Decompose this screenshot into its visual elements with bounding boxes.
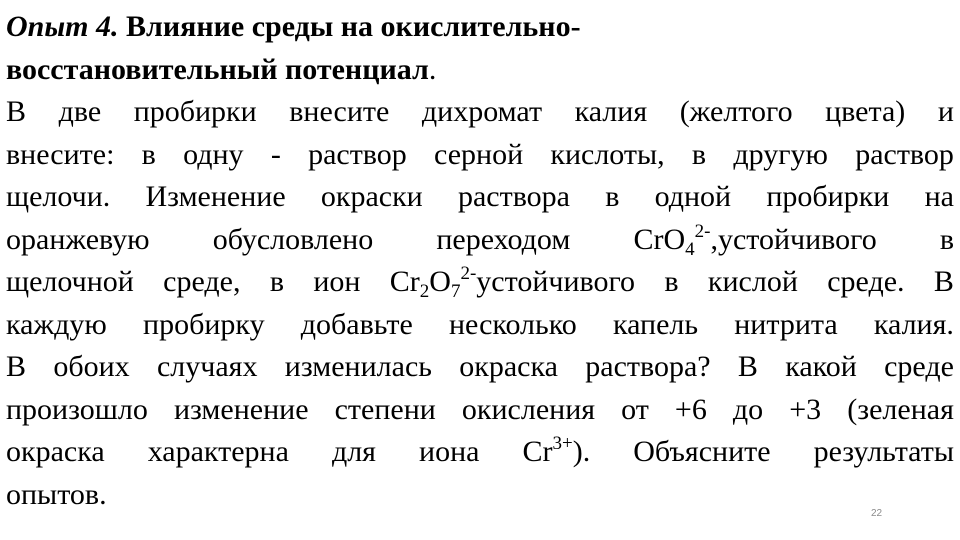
- word: обусловлено: [212, 222, 374, 256]
- word: от: [621, 392, 649, 426]
- word: произошло: [6, 392, 148, 426]
- word: раствор: [855, 137, 954, 171]
- word: (зеленая: [847, 392, 954, 426]
- word: пробирки: [133, 95, 257, 128]
- word: случаях: [156, 350, 258, 383]
- word: две: [58, 95, 102, 128]
- word: переходом: [436, 222, 571, 256]
- word: добавьте: [300, 307, 413, 341]
- word: в: [664, 265, 679, 298]
- word: окисления: [461, 392, 596, 426]
- word: для: [331, 435, 376, 468]
- body-line-7: [6, 346, 954, 389]
- word: -: [270, 137, 281, 171]
- formula-charge: 3+: [552, 433, 573, 454]
- title-period: .: [428, 52, 437, 86]
- title-line-1: [6, 6, 954, 49]
- formula-charge: 2-: [694, 220, 711, 242]
- body-line-2: [6, 134, 954, 177]
- word: до: [732, 392, 764, 426]
- experiment-text: [6, 6, 954, 516]
- word: В: [737, 350, 758, 383]
- word: среде: [884, 350, 954, 383]
- title-line-2: [6, 49, 954, 92]
- word: Изменение: [145, 180, 286, 213]
- body-line-10: [6, 474, 954, 517]
- word: калия.: [873, 307, 954, 341]
- word: одной: [654, 180, 732, 213]
- body-line-9: [6, 431, 954, 474]
- word: ,устойчивого: [710, 222, 877, 256]
- word: раствор: [308, 137, 407, 171]
- body-line-4: [6, 219, 954, 262]
- chromate-ion-formula: [633, 219, 876, 262]
- word: одну: [183, 137, 244, 171]
- word: капель: [612, 307, 699, 341]
- body-line-6: [6, 304, 954, 347]
- page-number: 22: [871, 508, 883, 519]
- word: среде.: [827, 265, 905, 298]
- word: среде,: [163, 265, 241, 298]
- word: степени: [334, 392, 436, 426]
- body-line-5: [6, 261, 954, 304]
- word: +6: [674, 392, 707, 426]
- word: Объясните: [633, 435, 771, 468]
- word: в: [269, 265, 284, 298]
- experiment-label: Опыт 4.: [6, 10, 119, 43]
- word: характерна: [147, 435, 289, 468]
- word: кислоты,: [550, 137, 665, 171]
- word: В: [933, 265, 954, 298]
- formula-base: Cr: [522, 435, 553, 468]
- dichromate-ion-formula: [390, 261, 635, 304]
- word: и: [937, 95, 954, 128]
- word: на: [924, 180, 954, 213]
- word: внесите: [289, 95, 390, 128]
- body-line-1: [6, 91, 954, 134]
- word: +3: [789, 392, 822, 426]
- word: окраски: [320, 180, 423, 213]
- formula-subscript: 4: [685, 238, 695, 260]
- word: пробирки: [766, 180, 890, 213]
- word: пробирку: [143, 307, 265, 341]
- word: кислой: [707, 265, 798, 298]
- word: дихромат: [421, 95, 543, 128]
- word: раствора?: [585, 350, 711, 383]
- word: устойчивого: [476, 265, 636, 298]
- formula-base: Cr: [389, 265, 420, 298]
- experiment-title: Влияние среды на окислительно-: [126, 10, 581, 43]
- word: цвета): [825, 95, 906, 128]
- word: в: [605, 180, 620, 213]
- word: оранжевую: [6, 222, 150, 256]
- word: нитрита: [734, 307, 838, 341]
- body-line-3: [6, 176, 954, 219]
- word: серной: [434, 137, 524, 171]
- word: ион: [313, 265, 361, 298]
- word: внесите:: [6, 137, 115, 171]
- word: каждую: [6, 307, 107, 341]
- word: в: [939, 222, 954, 256]
- word: какой: [785, 350, 857, 383]
- word: раствора: [457, 180, 570, 213]
- word: изменение: [173, 392, 309, 426]
- word: В: [6, 95, 27, 128]
- word: В: [6, 350, 27, 383]
- formula-subscript: 7: [450, 281, 461, 302]
- word: окраска: [6, 435, 105, 468]
- word: несколько: [448, 307, 577, 341]
- word: ).: [572, 435, 591, 468]
- word: другую: [733, 137, 828, 171]
- word: в: [141, 137, 156, 171]
- word: в: [691, 137, 707, 171]
- body-line-8: [6, 389, 954, 432]
- word: результаты: [813, 435, 954, 468]
- formula-subscript: 2: [419, 281, 430, 302]
- chromium-ion-formula: [522, 431, 590, 474]
- word: опытов.: [6, 477, 107, 511]
- word: калия: [574, 95, 648, 128]
- experiment-title-continued: восстановительный потенциал: [6, 52, 429, 86]
- word: щелочи.: [6, 180, 111, 213]
- word: щелочной: [6, 265, 134, 298]
- word: обоих: [53, 350, 130, 383]
- word: иона: [419, 435, 480, 468]
- formula-base: CrO: [633, 222, 686, 256]
- word: окраска: [459, 350, 558, 383]
- formula-base: O: [429, 265, 451, 298]
- word: изменилась: [284, 350, 432, 383]
- word: (желтого: [679, 95, 793, 128]
- formula-charge: 2-: [460, 263, 477, 284]
